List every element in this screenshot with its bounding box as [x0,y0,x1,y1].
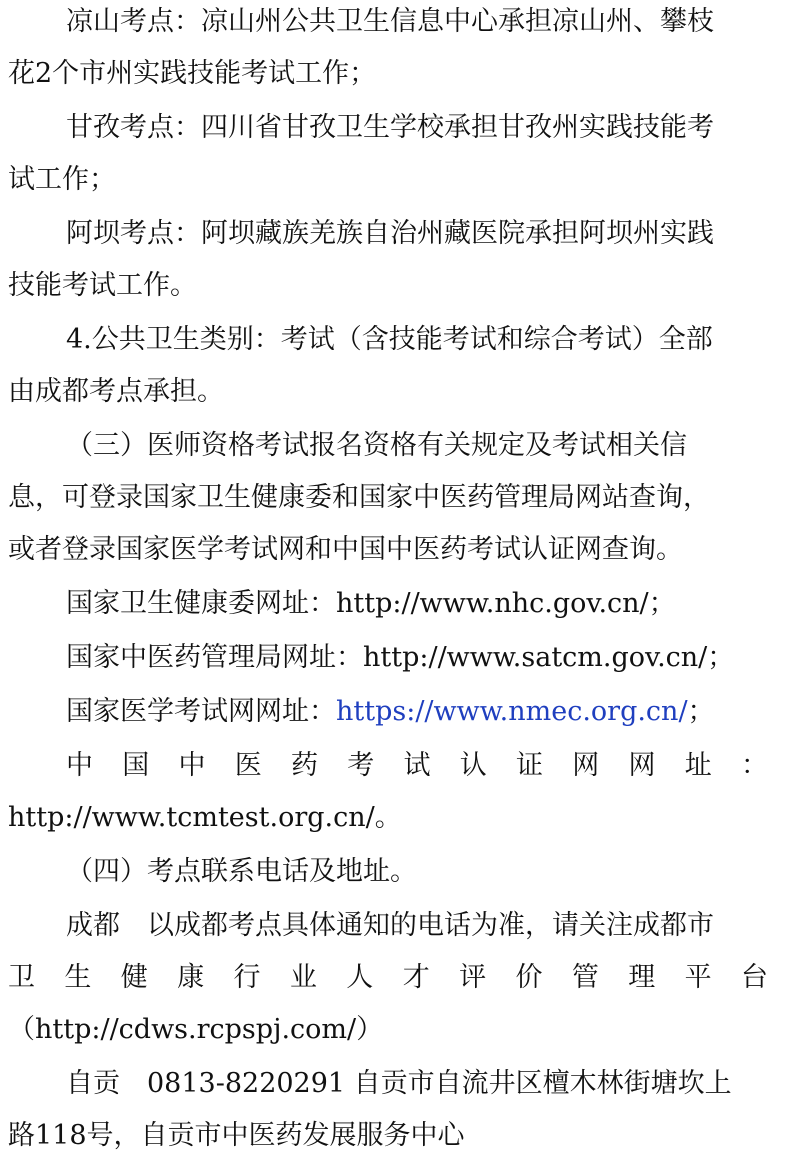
paragraph-liangshan-line-2: 花2个市州实践技能考试工作； [8,58,377,89]
zigong-contact-line-1: 自贡 0813-8220291 自贡市自流井区檀木林街塘坎上 [66,1068,732,1099]
section-4-heading: （四）考点联系电话及地址。 [66,856,417,887]
satcm-website-line: 国家中医药管理局网址：http://www.satcm.gov.cn/； [66,642,735,673]
paragraph-ganzi-line-2: 试工作； [8,164,116,195]
paragraph-section-3-line-2: 息，可登录国家卫生健康委和国家中医药管理局网站查询， [8,482,710,513]
nhc-website-line: 国家卫生健康委网址：http://www.nhc.gov.cn/； [66,588,676,619]
nmec-website-link[interactable]: https://www.nmec.org.cn/ [336,696,688,727]
paragraph-public-health-line-2: 由成都考点承担。 [8,376,224,407]
tcmtest-website-url: http://www.tcmtest.org.cn/。 [8,802,402,833]
chengdu-contact-line-2: 卫生健康行业人才评价管理平台 [8,962,768,993]
paragraph-ganzi-line-1: 甘孜考点：四川省甘孜卫生学校承担甘孜州实践技能考 [66,112,714,143]
tcmtest-website-label: 中国中医药考试认证网网址： [66,750,768,781]
chengdu-contact-line-1: 成都 以成都考点具体通知的电话为准，请关注成都市 [66,910,714,941]
paragraph-section-3-line-1: （三）医师资格考试报名资格有关规定及考试相关信 [66,430,687,461]
paragraph-aba-line-2: 技能考试工作。 [8,270,197,301]
chengdu-contact-url: （http://cdws.rcpspj.com/） [8,1014,384,1045]
paragraph-aba-line-1: 阿坝考点：阿坝藏族羌族自治州藏医院承担阿坝州实践 [66,218,714,249]
nmec-website-punctuation: ； [687,696,715,727]
paragraph-public-health-line-1: 4.公共卫生类别：考试（含技能考试和综合考试）全部 [66,324,713,355]
nmec-website-label: 国家医学考试网网址： [66,696,336,727]
paragraph-section-3-line-3: 或者登录国家医学考试网和中国中医药考试认证网查询。 [8,534,683,565]
paragraph-liangshan-line-1: 凉山考点：凉山州公共卫生信息中心承担凉山州、攀枝 [66,6,714,37]
nmec-website-line [66,686,715,738]
zigong-contact-line-2: 路118号，自贡市中医药发展服务中心 [8,1120,465,1151]
